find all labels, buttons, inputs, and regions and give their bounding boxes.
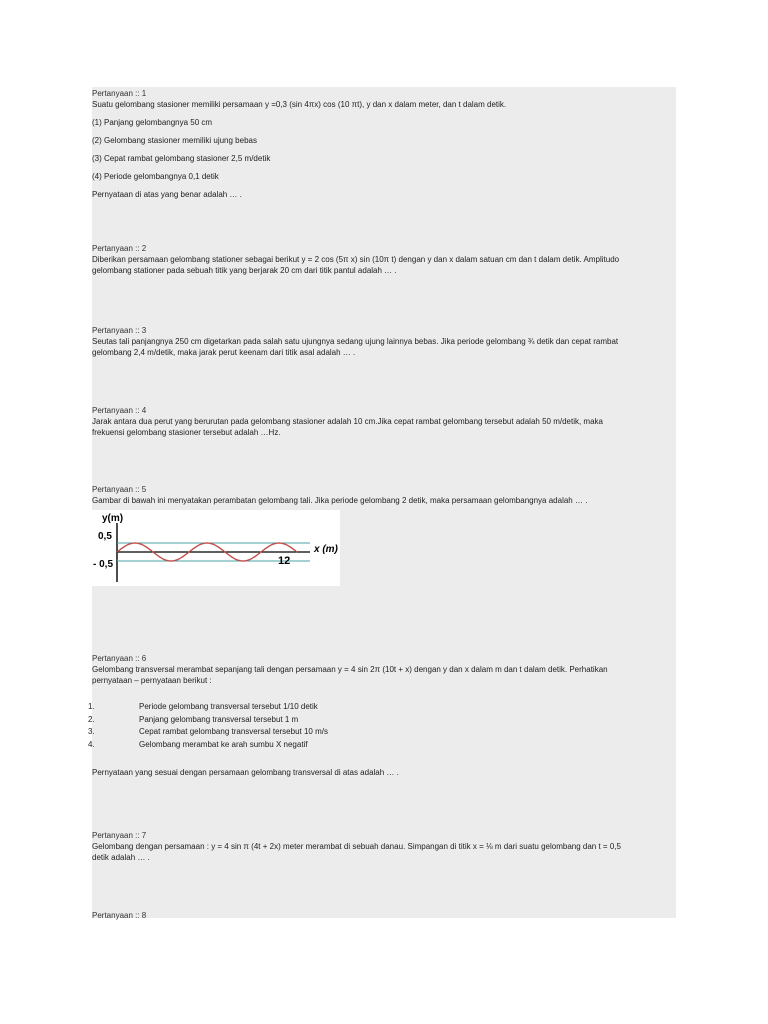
question-8 <box>92 910 676 921</box>
question-2 <box>92 243 676 276</box>
statement-item: (1) Panjang gelombangnya 50 cm <box>92 118 213 127</box>
x-end-label: 12 <box>278 555 291 567</box>
question-5 <box>92 484 676 570</box>
question-text: detik adalah … . <box>92 853 150 862</box>
question-text: Gelombang dengan persamaan : y = 4 sin π (4t + 2x) meter merambat di sebuah danau. Simpangan di titik x = ⅛ m dari suatu gelombang dan t = 0,5 <box>92 842 621 851</box>
list-text: Cepat rambat gelombang transversal tersebut 10 m/s <box>139 727 328 736</box>
statement-item: (3) Cepat rambat gelombang stasioner 2,5 m/detik <box>92 154 271 163</box>
y-tick-bottom: - 0,5 <box>93 559 114 570</box>
question-text: Jarak antara dua perut yang berurutan pada gelombang stasioner adalah 10 cm.Jika cepat rambat gelombang tersebut adalah 50 m/detik, maka <box>92 417 603 426</box>
question-text: Diberikan persamaan gelombang stationer sebagai berikut y = 2 cos (5π x) sin (10π t) dengan y dan x dalam satuan cm dan t dalam detik. Amplitudo <box>92 255 620 264</box>
list-item <box>88 739 676 752</box>
list-item <box>88 714 676 727</box>
question-7 <box>92 830 676 863</box>
wave-diagram <box>92 510 340 586</box>
statement-item: (4) Periode gelombangnya 0,1 detik <box>92 172 219 181</box>
list-number: 2. <box>88 714 95 724</box>
list-text: Panjang gelombang transversal tersebut 1 m <box>139 714 299 724</box>
question-text: Suatu gelombang stasioner memiliki persamaan y =0,3 (sin 4πx) cos (10 πt), y dan x dalam meter, dan t dalam detik. <box>92 100 507 109</box>
question-header: Pertanyaan :: 4 <box>92 406 147 415</box>
question-footer: Pernyataan yang sesuai dengan persamaan gelombang transversal di atas adalah … . <box>92 768 399 777</box>
question-text: frekuensi gelombang stasioner tersebut adalah …Hz. <box>92 428 281 437</box>
y-tick-top: 0,5 <box>98 531 112 542</box>
question-text: Gambar di bawah ini menyatakan perambatan gelombang tali. Jika periode gelombang 2 detik, maka persamaan gelombangnya adalah … . <box>92 496 588 505</box>
question-header: Pertanyaan :: 2 <box>92 244 147 253</box>
question-6 <box>88 653 676 778</box>
question-header: Pertanyaan :: 8 <box>92 911 147 920</box>
question-text: Gelombang transversal merambat sepanjang tali dengan persamaan y = 4 sin 2π (10t + x) dengan y dan x dalam m dan t dalam detik. Perhatikan <box>92 665 608 674</box>
question-4 <box>92 405 676 438</box>
wave-figure <box>92 510 340 586</box>
question-text: gelombang 2,4 m/detik, maka jarak perut keenam dari titik asal adalah … . <box>92 348 356 357</box>
document-page <box>88 87 676 920</box>
question-text: gelombang stationer pada sebuah titik yang berjarak 20 cm dari titik pantul adalah … . <box>92 266 397 275</box>
list-item <box>88 726 676 739</box>
list-number: 1. <box>88 702 95 711</box>
question-text: pernyataan – pernyataan berikut : <box>92 676 212 685</box>
y-axis-label: y(m) <box>102 513 124 524</box>
question-3 <box>92 325 676 358</box>
question-footer: Pernyataan di atas yang benar adalah … . <box>92 190 242 199</box>
statement-item: (2) Gelombang stasioner memiliki ujung bebas <box>92 136 257 145</box>
question-header: Pertanyaan :: 7 <box>92 831 147 840</box>
question-1 <box>92 88 676 200</box>
question-header: Pertanyaan :: 5 <box>92 485 147 494</box>
list-item <box>88 701 676 714</box>
question-text: Seutas tali panjangnya 250 cm digetarkan pada salah satu ujungnya sedang ujung lainnya bebas. Jika periode gelombang ¾ detik dan cepat rambat <box>92 337 619 346</box>
x-axis-label: x (m) <box>314 544 338 555</box>
statement-list <box>88 701 676 751</box>
list-number: 4. <box>88 739 95 749</box>
question-header: Pertanyaan :: 1 <box>92 89 147 98</box>
list-number: 3. <box>88 727 95 736</box>
question-header: Pertanyaan :: 6 <box>92 654 147 663</box>
list-text: Gelombang merambat ke arah sumbu X negatif <box>139 739 308 749</box>
question-header: Pertanyaan :: 3 <box>92 326 147 335</box>
list-text: Periode gelombang transversal tersebut 1/10 detik <box>139 702 318 711</box>
